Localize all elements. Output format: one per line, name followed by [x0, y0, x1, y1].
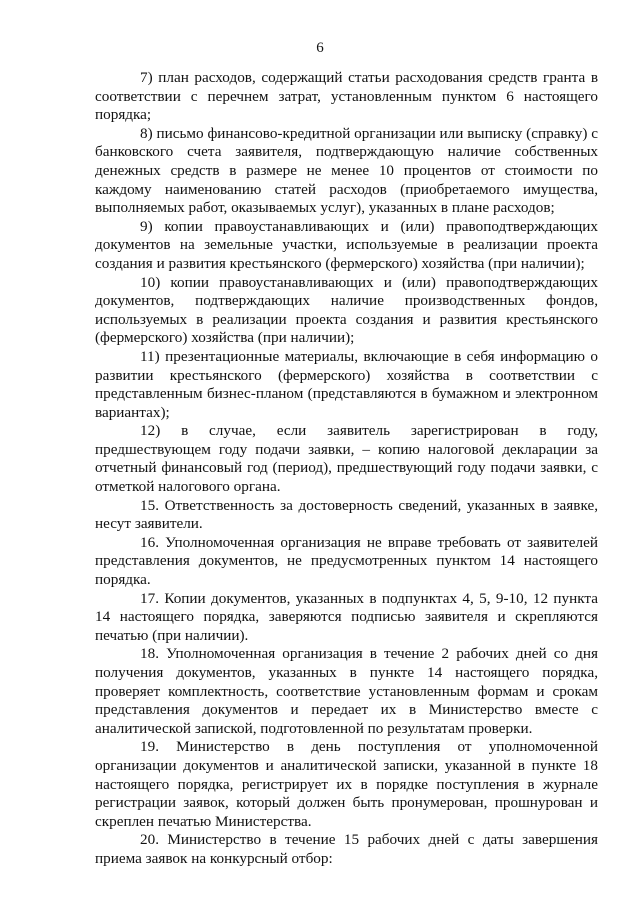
- paragraph-item-12: 12) в случае, если заявитель зарегистрирован в году, предшествующем году подачи заявки, – копию налоговой декларации за отчетный финансовый год (период), предшествующий году подачи заявки, с отметкой налогового органа.: [95, 422, 598, 496]
- paragraph-point-18: 18. Уполномоченная организация в течение 2 рабочих дней со дня получения документов, указанных в пункте 14 настоящего порядка, проверяет комплектность, соответствие установленным формам и срокам представления документов и передает их в Министерство вместе с аналитической запиской, подготовленной по результатам проверки.: [95, 645, 598, 737]
- page-number: 6: [316, 40, 324, 56]
- paragraph-item-9: 9) копии правоустанавливающих и (или) правоподтверждающих документов на земельные участки, используемые в реализации проекта создания и развития крестьянского (фермерского) хозяйства (при наличии);: [95, 217, 598, 272]
- paragraph-point-15: 15. Ответственность за достоверность сведений, указанных в заявке, несут заявители.: [95, 496, 598, 533]
- paragraph-item-11: 11) презентационные материалы, включающие в себя информацию о развитии крестьянского (фермерского) хозяйства в соответствии с представленным бизнес-планом (представляются в бумажном и электронном вариантах);: [95, 347, 598, 421]
- paragraph-item-8: 8) письмо финансово-кредитной организации или выписку (справку) с банковского счета заявителя, подтверждающую наличие собственных денежных средств в размере не менее 10 процентов от стоимости по каждому наименованию статей расходов (приобретаемого имущества, выполняемых работ, оказываемых услуг), указанных в плане расходов;: [95, 124, 598, 217]
- paragraph-item-10: 10) копии правоустанавливающих и (или) правоподтверждающих документов, подтверждающих наличие производственных фондов, используемых в реализации проекта создания и развития крестьянского (фермерского) хозяйства (при наличии);: [95, 273, 598, 347]
- paragraph-point-20: 20. Министерство в течение 15 рабочих дней с даты завершения приема заявок на конкурсный отбор:: [95, 831, 598, 867]
- paragraph-point-16: 16. Уполномоченная организация не вправе требовать от заявителей представления документов, не предусмотренных пунктом 14 настоящего порядка.: [95, 533, 598, 589]
- document-body: [95, 69, 598, 869]
- paragraph-point-17: 17. Копии документов, указанных в подпунктах 4, 5, 9-10, 12 пункта 14 настоящего порядка, заверяются подписью заявителя и скрепляются печатью (при наличии).: [95, 589, 598, 644]
- paragraph-item-7: 7) план расходов, содержащий статьи расходования средств гранта в соответствии с перечнем затрат, установленным пунктом 6 настоящего порядка;: [95, 69, 598, 124]
- paragraph-point-19: 19. Министерство в день поступления от уполномоченной организации документов и аналитической записки, указанной в пункте 18 настоящего порядка, регистрирует их в порядке поступления в журнале регистрации заявок, который должен быть пронумерован, прошнурован и скреплен печатью Министерства.: [95, 738, 598, 830]
